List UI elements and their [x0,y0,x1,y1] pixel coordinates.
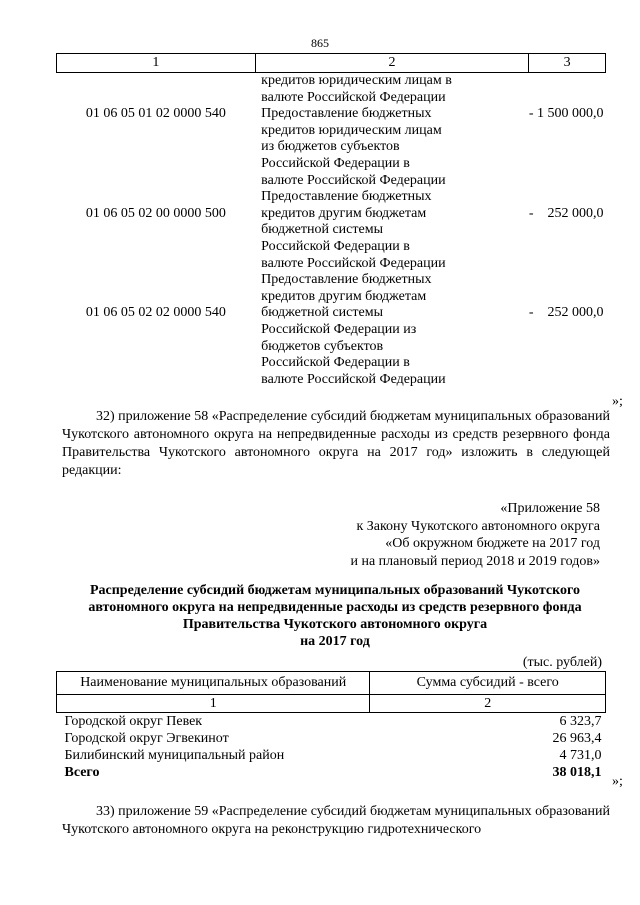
description-line: Российской Федерации из [261,321,417,337]
description-line: Предоставление бюджетных [261,189,432,205]
total-amount: 38 018,1 [552,765,602,780]
budget-amount [529,189,606,272]
closing-quote: »; [612,394,623,409]
subsidy-amount: 6 323,7 [559,714,602,729]
description-line: Российской Федерации в [261,155,410,171]
budget-description [255,73,529,190]
appendix-header [300,500,600,570]
page-number: 865 [311,36,329,50]
description-line: кредитов другим бюджетам [261,205,427,221]
budget-code: 01 06 05 02 02 0000 540 [85,305,226,321]
table-header-row [57,672,606,695]
description-line: из бюджетов субъектов [261,139,400,155]
appendix-line: к Закону Чукотского автономного округа [356,518,600,534]
description-line: Российской Федерации в [261,238,410,254]
paragraph-33 [62,803,610,839]
description-line: валюте Российской Федерации [261,371,446,387]
amount-value: 252 000,0 [547,305,604,321]
description-line: Предоставление бюджетных [261,272,432,288]
municipality-name: Городской округ Певек [64,714,203,729]
column-header: 3 [529,54,606,73]
table-row [57,189,606,272]
description-line: кредитов юридическим лицам в [261,73,452,88]
table-row [57,747,606,764]
description-line: Российской Федерации в [261,355,410,371]
appendix-line: и на плановый период 2018 и 2019 годов» [350,553,600,569]
title-line: на 2017 год [300,634,370,649]
description-line: бюджетной системы [261,305,383,321]
column-header: Сумма субсидий - всего [370,672,606,695]
budget-amount: - 1 500 000,0 [528,106,604,121]
column-header: 1 [57,54,256,73]
description-line: бюджетов субъектов [261,338,384,354]
budget-description [255,189,529,272]
description-line: кредитов другим бюджетам [261,288,427,304]
subsidy-amount: 4 731,0 [559,748,602,763]
description-line: Предоставление бюджетных [261,106,432,122]
column-header: Наименование муниципальных образований [57,672,370,695]
subsidy-amount: 26 963,4 [552,731,602,746]
description-line: валюте Российской Федерации [261,89,446,105]
column-header: 2 [255,54,529,73]
budget-description [255,272,529,388]
paragraph-text: 32) приложение 58 «Распределение субсидий бюджетам муниципальных образований Чукотского автономного округа на непредвиденные расходы из средств резервного фонда Правительства Чукотского автономного округа на 2017 год» изложить в следующей редакции: [62,409,610,478]
municipality-name: Билибинский муниципальный район [64,748,285,763]
column-number-row [57,695,606,713]
amount-sign: - [528,206,534,222]
municipality-name: Городской округ Эгвекинот [64,731,229,746]
table-row [57,713,606,731]
description-line: валюте Российской Федерации [261,172,446,188]
amount-value: 252 000,0 [547,206,604,222]
paragraph-text: 33) приложение 59 «Распределение субсидий бюджетам муниципальных образований Чукотского автономного округа на реконструкцию гидротехнического [62,804,610,837]
appendix-line: «Приложение 58 [500,501,600,516]
title-line: Правительства Чукотского автономного округа [182,617,488,632]
title-line: автономного округа на непредвиденные расходы из средств резервного фонда [88,600,582,615]
title-line: Распределение субсидий бюджетам муниципальных образований Чукотского [89,583,581,598]
description-line: кредитов юридическим лицам [261,122,442,138]
total-row [57,764,606,781]
description-line: валюте Российской Федерации [261,255,446,271]
description-line: бюджетной системы [261,222,383,238]
total-label: Всего [64,765,100,780]
appendix-line: «Об окружном бюджете на 2017 год [385,536,600,551]
column-number: 2 [370,695,606,713]
budget-code: 01 06 05 02 00 0000 500 [85,206,226,222]
units-label: (тыс. рублей) [522,655,602,670]
budget-amount [529,272,606,388]
budget-code: 01 06 05 01 02 0000 540 [85,106,226,121]
table-row [57,73,606,190]
column-number: 1 [57,695,370,713]
table-row [57,272,606,388]
closing-quote: »; [612,774,623,789]
section-title [60,582,610,650]
amount-sign: - [528,305,534,321]
table-row [57,730,606,747]
table-header-row [57,54,606,73]
subsidies-table [56,671,606,781]
paragraph-32 [62,408,610,480]
budget-sources-table [56,53,606,388]
